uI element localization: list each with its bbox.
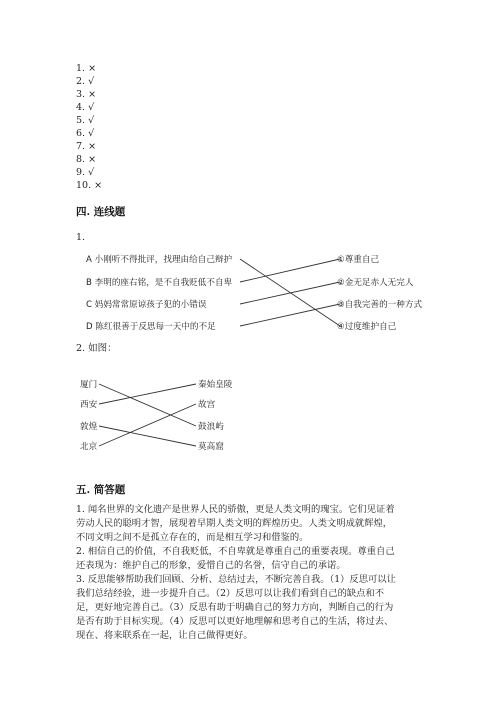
answer-line: 我们总结经验，进一步提升自己。（2）反思可以让我们看到自己的缺点和不 [76, 588, 385, 599]
question-1-number: 1. [76, 232, 86, 243]
answer-line: 3. 反思能够帮助我们回顾、分析、总结过去，不断完善自我。（1）反思可以让 [76, 574, 396, 585]
answer-line: 足，更好地完善自己。（3）反思有助于明确自己的努力方向，判断自己的行为 [76, 602, 394, 613]
site-qinshihuang: 秦始皇陵 [198, 380, 233, 390]
match-right-4: ④过度维护自己 [337, 322, 397, 332]
answer-line: 2. 相信自己的价值，不自我贬低，不自卑就是尊重自己的重要表现。尊重自己 [76, 546, 395, 557]
answer-item: 1. × [76, 63, 97, 74]
line-beijing-gugong [99, 404, 196, 446]
answer-item: 9. √ [76, 167, 95, 178]
city-xiamen: 厦门 [80, 380, 98, 390]
answer-item: 3. × [76, 89, 97, 100]
answer-item: 6. √ [76, 128, 95, 139]
city-beijing: 北京 [80, 442, 98, 452]
city-dunhuang: 敦煌 [80, 422, 98, 432]
match-right-2: ②金无足赤人无完人 [337, 278, 414, 288]
answer-line: 1. 闻名世界的文化遗产是世界人民的骄傲，更是人类文明的瑰宝。它们见证着 [76, 504, 395, 515]
match-left-b: B 李明的座右铭，是不自我贬低不自卑 [86, 278, 233, 288]
answer-item: 8. × [76, 154, 97, 165]
answer-line: 现在、将来联系在一起，让自己做得更好。 [76, 630, 253, 641]
line-xian-qinshihuang [99, 384, 196, 404]
section-5-title: 五. 简答题 [76, 484, 126, 496]
answer-line: 还表现为：维护自己的形象，爱惜自己的名誉，信守自己的承诺。 [76, 560, 346, 571]
match-right-1: ①尊重自己 [337, 255, 380, 265]
match-left-a: A 小刚听不得批评，找理由给自己辩护 [86, 255, 233, 265]
answer-line: 不同文明之间不是孤立存在的，而是相互学习和借鉴的。 [76, 532, 309, 543]
match-right-3: ③自我完善的一种方式 [337, 300, 423, 310]
section-4-title: 四. 连线题 [76, 206, 126, 218]
answer-item: 7. × [76, 141, 97, 152]
line-xiamen-gulangyu [99, 384, 196, 426]
answer-line: 劳动人民的聪明才智，展现着早期人类文明的辉煌历史。人类文明成就辉煌， [76, 518, 393, 529]
line-d-3 [240, 304, 340, 326]
line-b-1 [240, 259, 340, 282]
city-xian: 西安 [80, 400, 98, 410]
site-mogaoku: 莫高窟 [198, 442, 224, 452]
answer-item: 10. × [76, 180, 103, 191]
site-gulangyu: 鼓浪屿 [198, 422, 224, 432]
line-c-2 [240, 282, 340, 304]
question-2-number: 2. 如图： [76, 343, 117, 354]
match-left-c: C 妈妈常常原谅孩子犯的小错误 [86, 300, 207, 310]
answer-item: 4. √ [76, 102, 95, 113]
site-gugong: 故宫 [198, 400, 216, 410]
answer-item: 5. √ [76, 115, 95, 126]
match-left-d: D 陈红很善于反思每一天中的不足 [86, 322, 216, 332]
answer-item: 2. √ [76, 76, 95, 87]
line-dunhuang-mogaoku [99, 426, 196, 446]
answer-line: 是否有助于目标实现。（4）反思可以更好地理解和思考自己的生活，将过去、 [76, 616, 394, 627]
line-a-4 [240, 259, 340, 326]
